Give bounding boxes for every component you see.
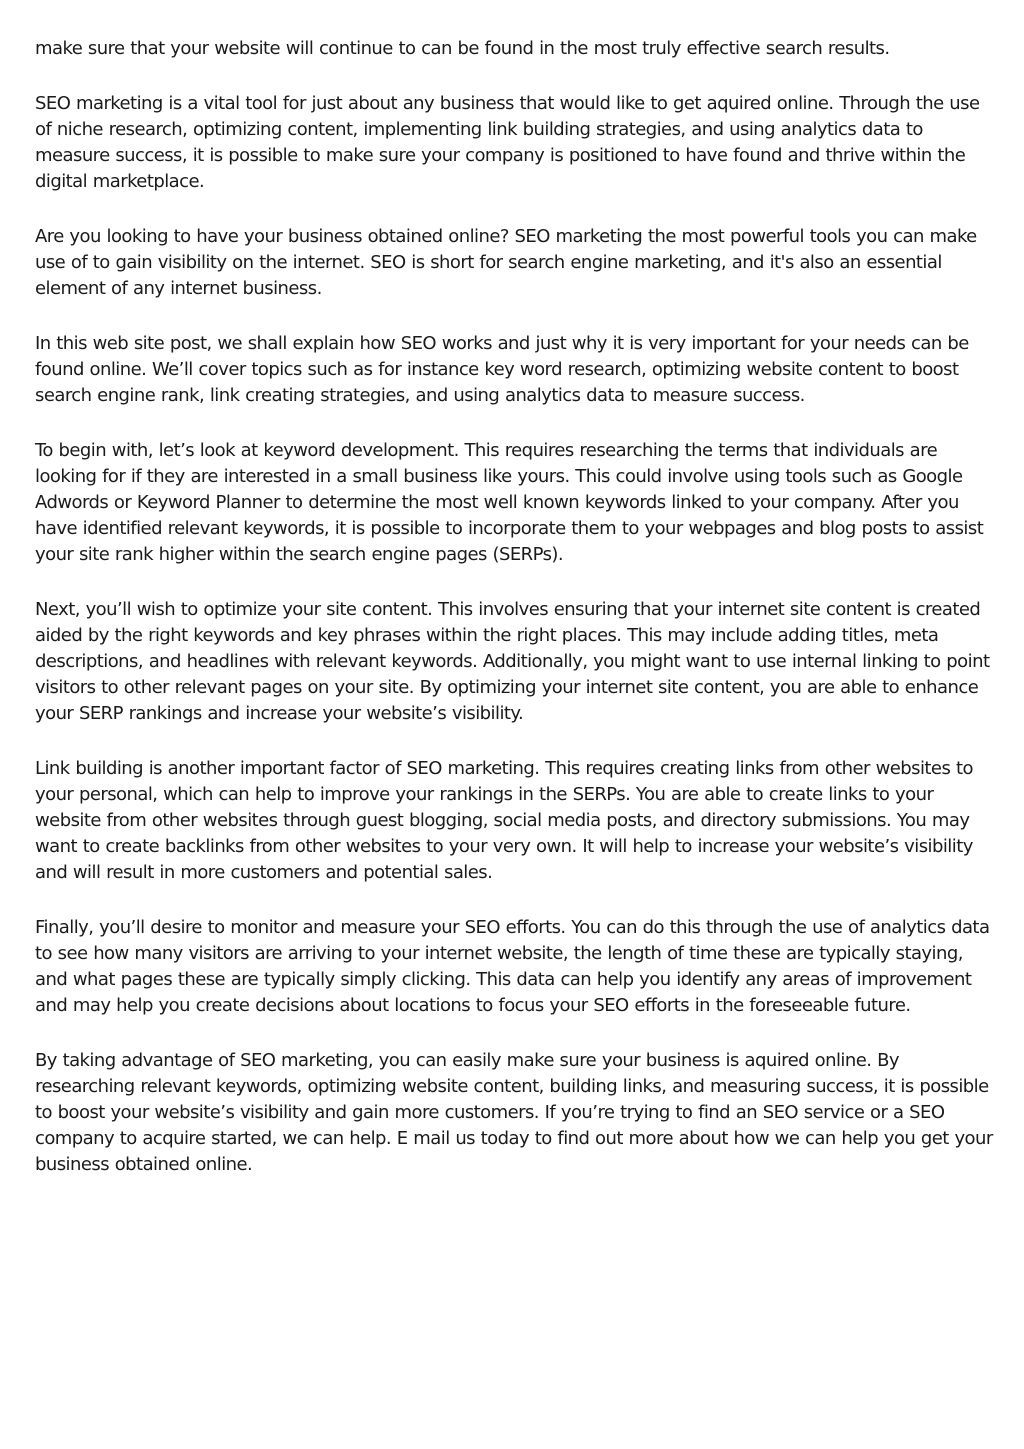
paragraph-2: SEO marketing is a vital tool for just about any business that would like to get aquired online. Through the use of niche research, optimizing content, implementing link building strategies, and using analytics data to measure success, it is possible to make sure your company is positioned to have found and thrive within the digital marketplace.	[35, 93, 980, 192]
paragraph-1: make sure that your website will continue to can be found in the most truly effective search results.	[35, 38, 890, 59]
paragraph-5: To begin with, let’s look at keyword development. This requires researching the terms that individuals are looking for if they are interested in a small business like yours. This could involve using tools such as Google Adwords or Keyword Planner to determine the most well known keywords linked to your company. After you have identified relevant keywords, it is possible to incorporate them to your webpages and blog posts to assist your site rank higher within the search engine pages (SERPs).	[35, 440, 984, 565]
paragraph-6: Next, you’ll wish to optimize your site content. This involves ensuring that your internet site content is created aided by the right keywords and key phrases within the right places. This may include adding titles, meta descriptions, and headlines with relevant keywords. Additionally, you might want to use internal linking to point visitors to other relevant pages on your site. By optimizing your internet site content, you are able to enhance your SERP rankings and increase your website’s visibility.	[35, 599, 990, 724]
paragraph-3: Are you looking to have your business obtained online? SEO marketing the most powerful tools you can make use of to gain visibility on the internet. SEO is short for search engine marketing, and it's also an essential element of any internet business.	[35, 226, 977, 299]
paragraph-4: In this web site post, we shall explain how SEO works and just why it is very important for your needs can be found online. We’ll cover topics such as for instance key word research, optimizing website content to boost search engine rank, link creating strategies, and using analytics data to measure success.	[35, 333, 969, 406]
paragraph-8: Finally, you’ll desire to monitor and measure your SEO efforts. You can do this through the use of analytics data to see how many visitors are arriving to your internet website, the length of time these are typically staying, and what pages these are typically simply clicking. This data can help you identify any areas of improvement and may help you create decisions about locations to focus your SEO efforts in the foreseeable future.	[35, 917, 990, 1016]
document-body	[35, 36, 995, 1207]
paragraph-9: By taking advantage of SEO marketing, you can easily make sure your business is aquired online. By researching relevant keywords, optimizing website content, building links, and measuring success, it is possible to boost your website’s visibility and gain more customers. If you’re trying to find an SEO service or a SEO company to acquire started, we can help. E mail us today to find out more about how we can help you get your business obtained online.	[35, 1050, 993, 1175]
paragraph-7: Link building is another important factor of SEO marketing. This requires creating links from other websites to your personal, which can help to improve your rankings in the SERPs. You are able to create links to your website from other websites through guest blogging, social media posts, and directory submissions. You may want to create backlinks from other websites to your very own. It will help to increase your website’s visibility and will result in more customers and potential sales.	[35, 758, 973, 883]
